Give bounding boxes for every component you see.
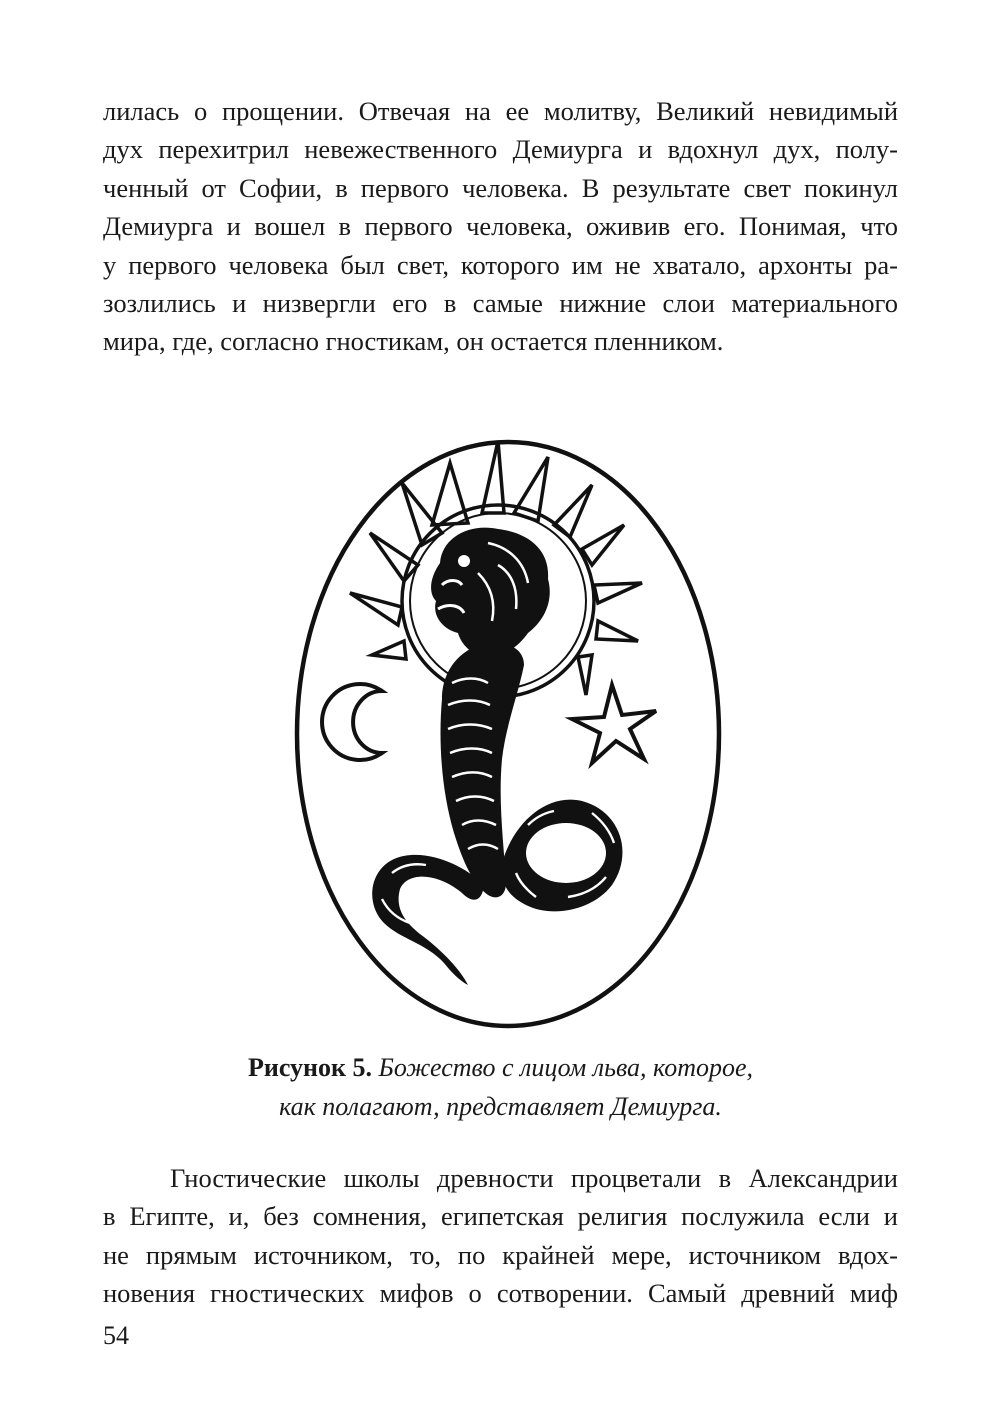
- text-line: лилась о прощении. Отвечая на ее молитву, Великий невидимый: [103, 96, 898, 126]
- paragraph-top: [103, 92, 898, 361]
- text-line: зозлились и низвергли его в самые нижние слои материального: [103, 287, 898, 318]
- figure-caption-text: Божество с лицом льва, которое,: [378, 1053, 754, 1082]
- text-line: у первого человека был свет, которого им не хватало, архонты ра-: [103, 249, 898, 280]
- text-line: новения гностических мифов о сотворении. Самый древний миф: [103, 1278, 898, 1309]
- figure-caption-text: как полагают, представляет Демиурга.: [279, 1092, 722, 1121]
- text-line: не прямым источником, то, по крайней мере, источником вдох-: [103, 1239, 898, 1270]
- figure-caption-line-2: [103, 1088, 898, 1126]
- text-line: дух перехитрил невежественного Демиурга и вдохнул дух, полу-: [103, 134, 898, 165]
- page-number: 54: [103, 1321, 129, 1350]
- text-line: в Египте, и, без сомнения, египетская религия послужила если и: [103, 1201, 898, 1232]
- text-line: Демиурга и вошел в первого человека, оживив его. Понимая, что: [103, 211, 898, 242]
- paragraph-bottom: [103, 1159, 898, 1313]
- figure-caption-line-1: [103, 1049, 898, 1087]
- figure-illustration: [292, 433, 724, 1035]
- figure-caption-label: Рисунок 5.: [247, 1053, 372, 1082]
- lion-headed-serpent-gem-icon: [292, 433, 724, 1035]
- text-line: ченный от Софии, в первого человека. В результате свет покинул: [103, 172, 898, 203]
- text-line: мира, где, согласно гностикам, он остается пленником.: [103, 326, 724, 357]
- text-line: Гностические школы древности процветали в Александрии: [170, 1163, 898, 1193]
